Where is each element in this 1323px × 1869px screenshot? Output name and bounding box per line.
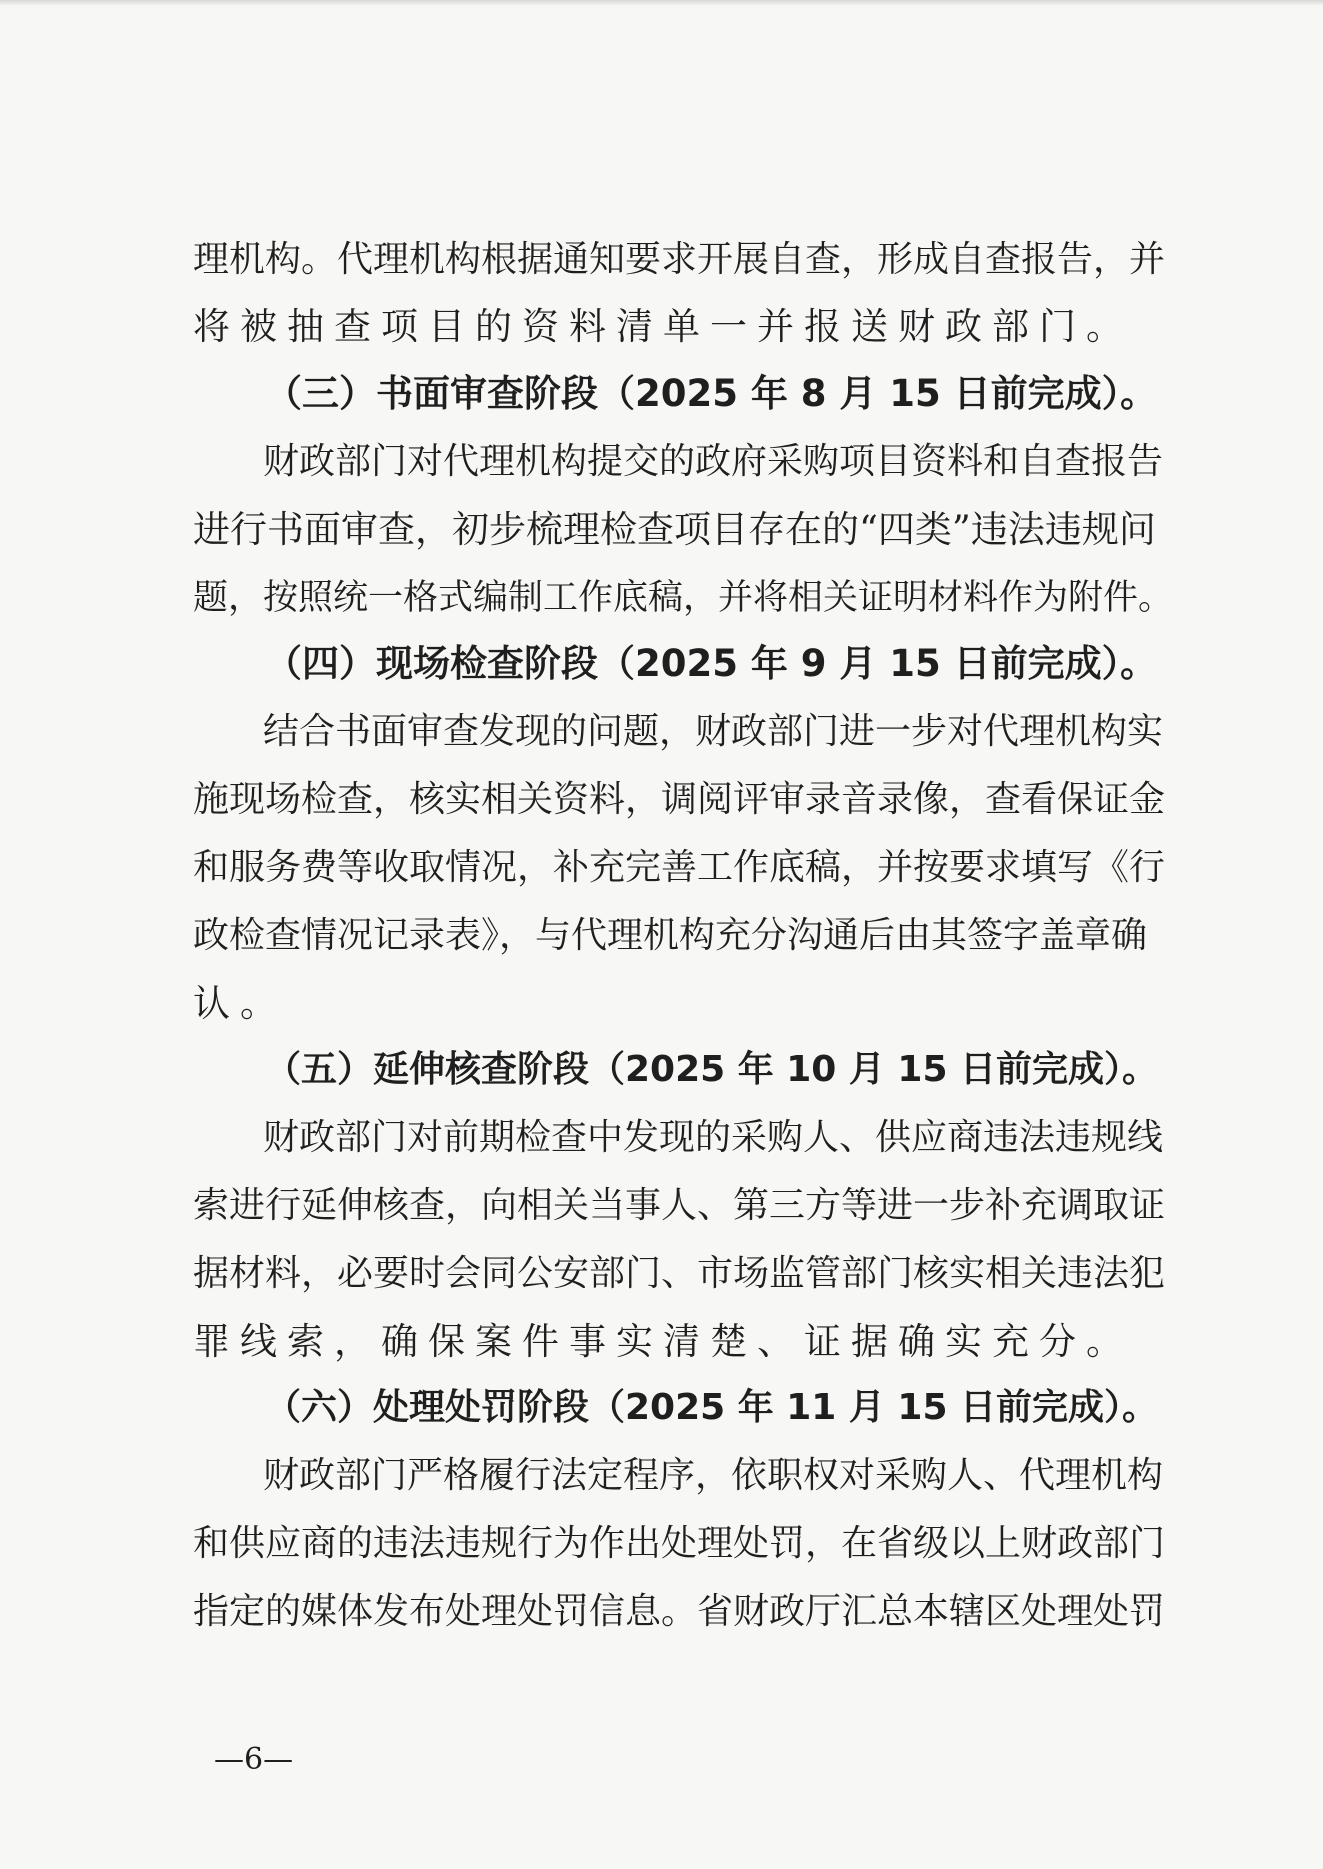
body-line-21: 指定的媒体发布处理处罚信息。省财政厅汇总本辖区处理处罚 [193,1591,1166,1632]
body-line-2: 将被抽查项目的资料清单一并报送财政部门。 [193,305,1133,348]
body-line-20: 和供应商的违法违规行为作出处理处罚，在省级以上财政部门 [193,1523,1166,1564]
section-heading-5: （五）延伸核查阶段（2025 年 10 月 15 日前完成）。 [265,1049,1159,1090]
section-heading-6: （六）处理处罚阶段（2025 年 11 月 15 日前完成）。 [265,1387,1159,1428]
page-number: —6— [214,1742,294,1777]
body-line-9: 施现场检查，核实相关资料，调阅评审录音录像，查看保证金 [193,779,1166,820]
body-line-1: 理机构。代理机构根据通知要求开展自查，形成自查报告，并 [193,239,1166,280]
body-line-16: 据材料，必要时会同公安部门、市场监管部门核实相关违法犯 [193,1253,1166,1294]
body-line-10: 和服务费等收取情况，补充完善工作底稿，并按要求填写《行 [193,847,1166,888]
body-line-6: 题，按照统一格式编制工作底稿，并将相关证明材料作为附件。 [193,578,1174,618]
section-heading-4: （四）现场检查阶段（2025 年 9 月 15 日前完成）。 [265,642,1158,685]
body-line-8: 结合书面审查发现的问题，财政部门进一步对代理机构实 [263,711,1164,752]
body-line-19: 财政部门严格履行法定程序，依职权对采购人、代理机构 [263,1455,1164,1496]
body-line-12: 认。 [193,982,287,1025]
body-line-5: 进行书面审查，初步梳理检查项目存在的“四类”违法违规问 [193,508,1156,551]
scan-edge-shadow [0,0,1323,6]
section-heading-3: （三）书面审查阶段（2025 年 8 月 15 日前完成）。 [265,372,1158,415]
body-line-4: 财政部门对代理机构提交的政府采购项目资料和自查报告 [263,441,1164,482]
body-line-15: 索进行延伸核查，向相关当事人、第三方等进一步补充调取证 [193,1185,1166,1226]
body-line-11: 政检查情况记录表》，与代理机构充分沟通后由其签字盖章确 [193,915,1148,956]
body-line-17: 罪线索，确保案件事实清楚、证据确实充分。 [193,1320,1133,1363]
body-line-14: 财政部门对前期检查中发现的采购人、供应商违法违规线 [263,1117,1164,1158]
